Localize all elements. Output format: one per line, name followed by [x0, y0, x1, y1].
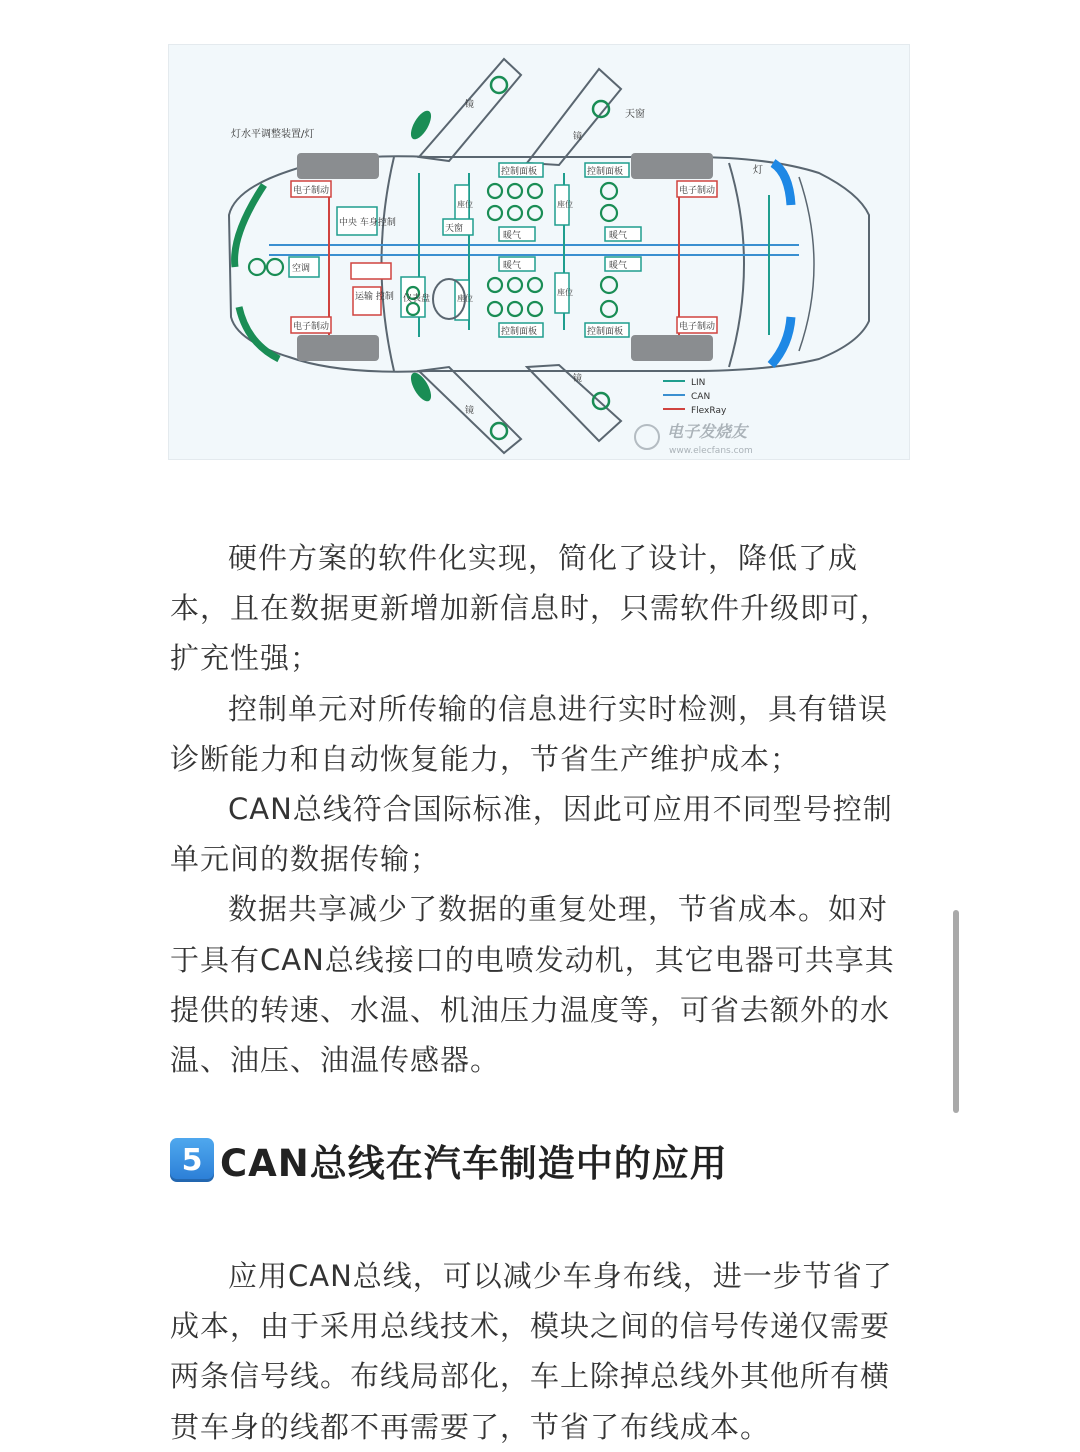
legend-lin: LIN [691, 378, 706, 388]
paragraph-5: 应用CAN总线，可以减少车身布线，进一步节省了成本，由于采用总线技术，模块之间的信号传递仅需要两条信号线。布线局部化，车上除掉总线外其他所有横贯车身的线都不再需要了，节省了布线成本。 [170, 1259, 893, 1444]
label-control-panel-4: 控制面板 [587, 327, 624, 337]
section-heading [170, 1132, 728, 1188]
label-seat-3: 座位 [457, 294, 473, 303]
paragraph-1: 硬件方案的软件化实现，简化了设计，降低了成本，且在数据更新增加新信息时，只需软件升级即可，扩充性强； [170, 541, 891, 676]
label-heater-3: 暖气 [503, 261, 522, 271]
scrollbar-thumb[interactable] [953, 910, 959, 1113]
paragraph-4: 数据共享减少了数据的重复处理，节省成本。如对于具有CAN总线接口的电喷发动机，其它电器可共享其提供的转速、水温、机油压力温度等，可省去额外的水温、油压、油温传感器。 [170, 892, 895, 1078]
label-mirror-1: 镜 [465, 100, 475, 110]
label-central-body-control: 中央 车身控制 [339, 218, 396, 228]
label-control-panel-1: 控制面板 [501, 167, 538, 177]
label-mirror-2: 镜 [573, 132, 583, 142]
label-sunroof: 天窗 [445, 224, 464, 234]
car-diagram-svg [169, 45, 910, 460]
watermark-text: 电子发烧友 [667, 422, 748, 441]
paragraph-3: CAN总线符合国际标准，因此可应用不同型号控制单元间的数据传输； [170, 792, 893, 877]
rear-bumper-blue [773, 163, 791, 205]
label-lamp: 灯 [753, 165, 763, 176]
label-mirror-4: 镜 [573, 374, 583, 384]
label-transmission-control: 运输 控制 [355, 292, 394, 302]
legend-flexray: FlexRay [691, 406, 727, 416]
legend-can: CAN [691, 392, 711, 402]
article-body-2 [170, 1251, 900, 1452]
watermark [635, 422, 753, 456]
label-electronic-control-rl: 电子制动 [679, 186, 716, 196]
section-title: CAN总线在汽车制造中的应用 [220, 1142, 728, 1185]
label-heater-1: 暖气 [503, 231, 522, 241]
label-heater-4: 暖气 [609, 261, 628, 271]
label-electronic-control-rr: 电子制动 [679, 322, 716, 332]
wheel-rear-right [631, 335, 713, 361]
car-bus-diagram [168, 44, 910, 460]
watermark-url: www.elecfans.com [669, 446, 753, 456]
paragraph-2: 控制单元对所传输的信息进行实时检测，具有错误诊断能力和自动恢复能力，节省生产维护成本； [170, 691, 889, 776]
label-sunroof-top: 天窗 [625, 109, 645, 120]
label-seat-2: 座位 [557, 200, 573, 209]
label-instrument-panel: 仪表盘 [403, 294, 431, 304]
legend [663, 378, 727, 416]
label-electronic-control-fr: 电子制动 [293, 322, 330, 332]
label-heater-2: 暖气 [609, 231, 628, 241]
label-mirror-3: 镜 [465, 406, 475, 416]
label-control-panel-2: 控制面板 [587, 167, 624, 177]
wheel-rear-left [631, 153, 713, 179]
label-control-panel-3: 控制面板 [501, 327, 538, 337]
label-electronic-control-fl: 电子制动 [293, 186, 330, 196]
keycap-number-icon: 5 [170, 1138, 214, 1182]
wheel-front-left [297, 153, 379, 179]
article-body [170, 533, 900, 1085]
label-air-conditioning: 空调 [292, 264, 311, 274]
label-seat-4: 座位 [557, 288, 573, 297]
label-seat-1: 座位 [457, 200, 473, 209]
label-lamp-adjust: 灯水平调整装置/灯 [231, 129, 315, 140]
wheel-front-right [297, 335, 379, 361]
